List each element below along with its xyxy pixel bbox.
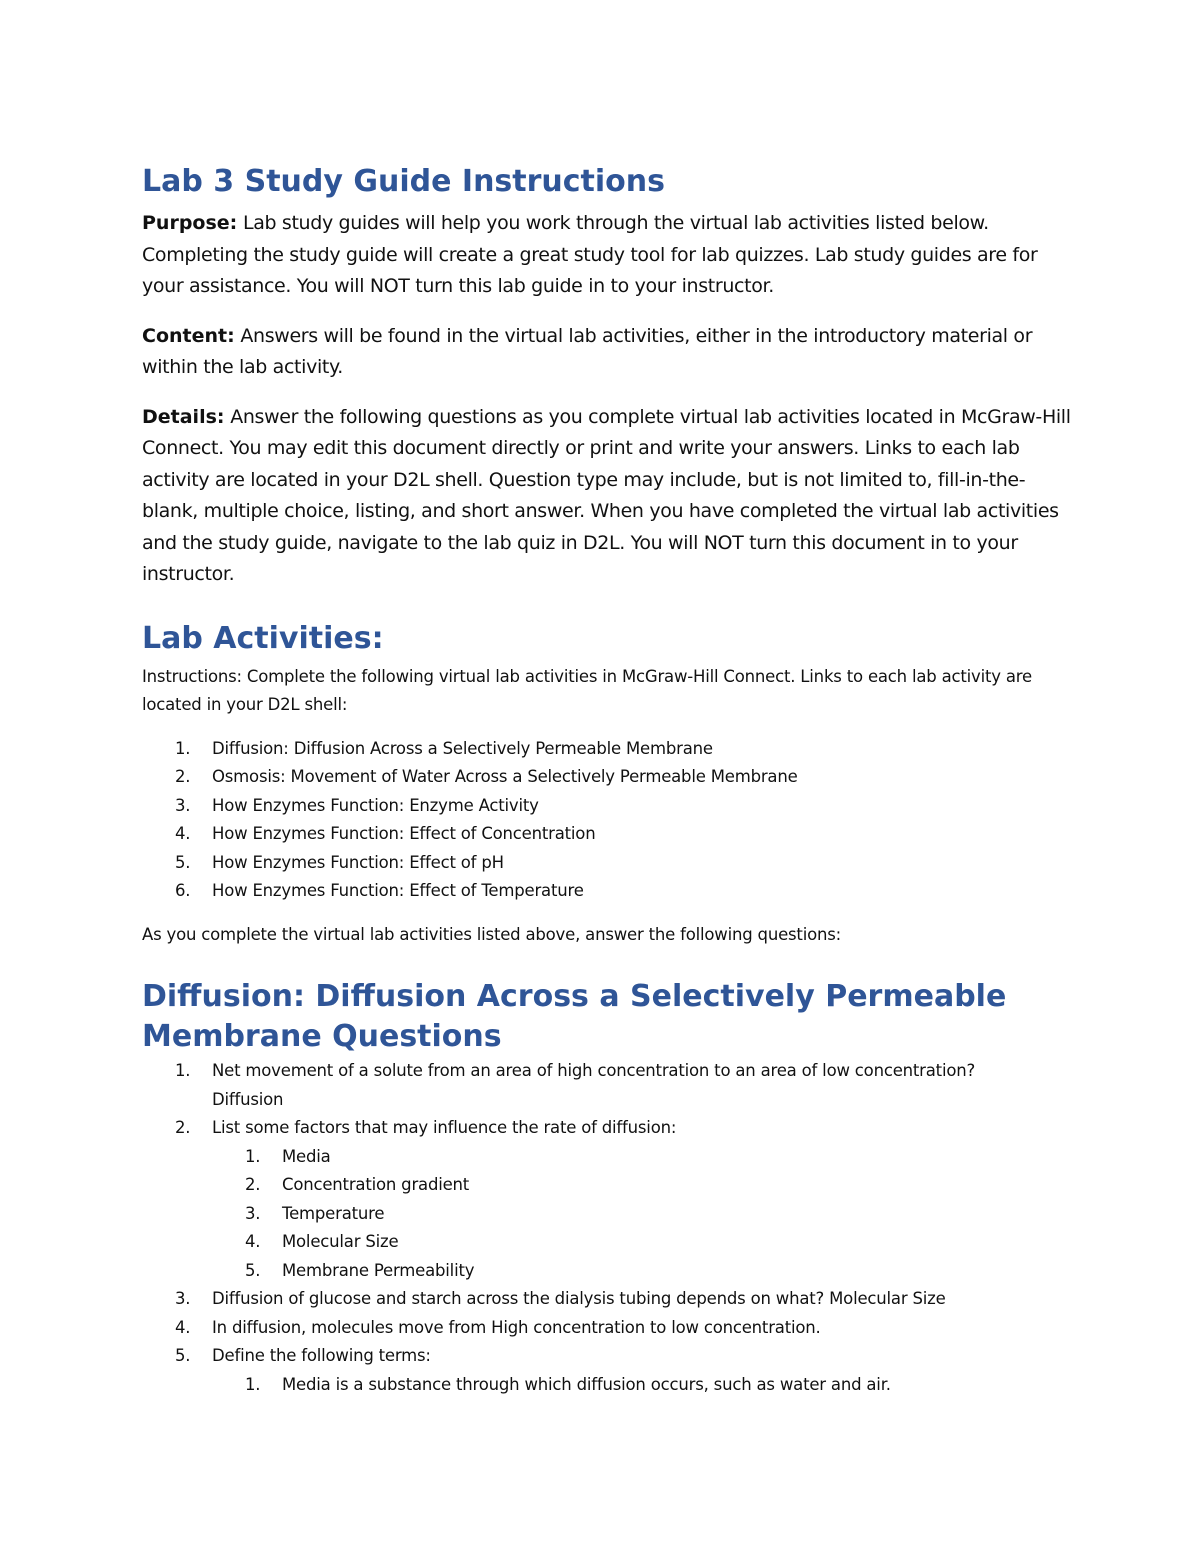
list-item: 1. Diffusion: Diffusion Across a Selectively Permeable Membrane (175, 738, 713, 758)
purpose-text: Lab study guides will help you work through the virtual lab activities listed below. Completing the study guide will create a great study tool for lab quizzes. Lab study guides are for your assistance. You will NOT turn this lab guide in to your instructor. (142, 212, 1038, 297)
question-text: Net movement of a solute from an area of high concentration to an area of low concentration? (212, 1061, 976, 1080)
terms-list (212, 1371, 1072, 1400)
content-text: Answers will be found in the virtual lab activities, either in the introductory material or within the lab activity. (142, 324, 1033, 378)
question-item: 2. List some factors that may influence the rate of diffusion: 1. Media 2. Concentration gradient 3. Temperature 4. Molecular Size 5. Membrane Permeability (142, 1114, 1072, 1285)
details-text: Answer the following questions as you complete virtual lab activities located in McGraw-Hill Connect. You may edit this document directly or print and write your answers. Links to each lab activity are located in your D2L shell. Question type may include, but is not limited to, fill-in-the-blank, multiple choice, listing, and short answer. When you have completed the virtual lab activities and the study guide, navigate to the lab quiz in D2L. You will NOT turn this document in to your instructor. (142, 405, 1071, 585)
question-text: Define the following terms: (212, 1346, 431, 1365)
content-label: Content: (142, 324, 235, 347)
list-item: 3. How Enzymes Function: Enzyme Activity (175, 795, 539, 815)
question-item: 4. In diffusion, molecules move from High concentration to low concentration. (175, 1317, 821, 1337)
question-item: 3. Diffusion of glucose and starch across the dialysis tubing depends on what? Molecular Size (175, 1289, 946, 1308)
question-item: 5. Define the following terms: 1. Media is a substance through which diffusion occurs, such as water and air. (142, 1342, 1072, 1399)
list-item: 1. Media is a substance through which diffusion occurs, such as water and air. (245, 1374, 891, 1394)
diffusion-questions-list (142, 1057, 1072, 1399)
diffusion-questions-heading: Diffusion: Diffusion Across a Selectively Permeable Membrane Questions (142, 979, 1007, 1054)
list-item: 4. Molecular Size (245, 1232, 399, 1251)
lab-activities-list (142, 735, 1072, 906)
lab-activities-heading: Lab Activities: (142, 620, 384, 656)
details-paragraph (142, 402, 1072, 591)
lab-activities-followup: As you complete the virtual lab activities listed above, answer the following questions: (142, 924, 841, 944)
list-item: 6. How Enzymes Function: Effect of Temperature (175, 881, 584, 900)
question-item: 1. Net movement of a solute from an area of high concentration to an area of low concentration? Diffusion (175, 1061, 976, 1109)
details-label: Details: (142, 405, 225, 428)
list-item: 5. Membrane Permeability (245, 1260, 475, 1280)
list-item: 4. How Enzymes Function: Effect of Concentration (175, 824, 596, 843)
question-text: List some factors that may influence the rate of diffusion: (212, 1118, 677, 1137)
list-item: 5. How Enzymes Function: Effect of pH (175, 852, 504, 872)
document-page (142, 160, 1072, 1399)
factors-list (212, 1143, 1072, 1286)
question-text: Diffusion of glucose and starch across the dialysis tubing depends on what? Molecular Size (212, 1289, 946, 1308)
list-item: 2. Osmosis: Movement of Water Across a Selectively Permeable Membrane (175, 767, 798, 786)
document-title: Lab 3 Study Guide Instructions (142, 164, 666, 199)
question-text: In diffusion, molecules move from High concentration to low concentration. (212, 1317, 821, 1337)
answer-text: Diffusion (212, 1089, 284, 1109)
purpose-paragraph (142, 208, 1072, 303)
list-item: 1. Media (245, 1146, 331, 1166)
lab-activities-instructions: Instructions: Complete the following virtual lab activities in McGraw-Hill Connect. Links to each lab activity are located in your D2L shell: (142, 666, 1032, 714)
list-item: 3. Temperature (245, 1203, 385, 1223)
list-item: 2. Concentration gradient (245, 1175, 470, 1194)
content-paragraph (142, 321, 1072, 384)
purpose-label: Purpose: (142, 212, 238, 234)
